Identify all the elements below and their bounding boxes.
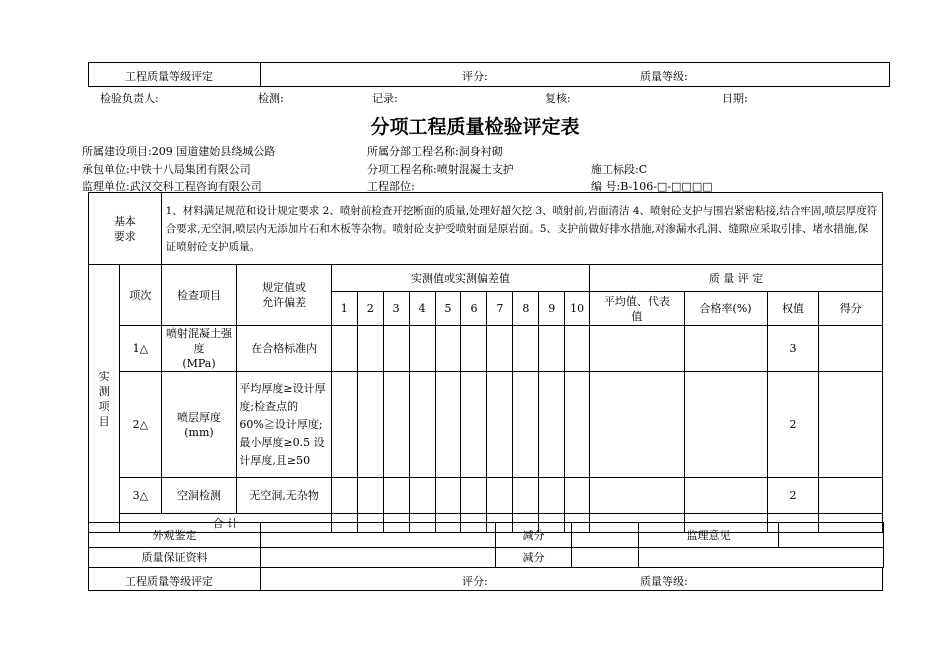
cell[interactable]: [565, 478, 590, 514]
cell[interactable]: [590, 326, 684, 372]
deduction-value[interactable]: [572, 523, 639, 548]
cell[interactable]: [383, 326, 409, 372]
basic-req-text: 1、材料满足规范和设计规定要求 2、喷射前检查开挖断面的质量,处理好超欠挖 3、喷射前,岩面清洁 4、喷射砼支护与围岩紧密粘接,结合牢固,喷层厚度符合要求,无空洞,喷层内无添加片石和木板等杂物。喷射砼支护受喷射面是原岩面。5、支护前做好排水措施,对渗漏水孔洞、缝隙应采取引排、堵水措施,保证喷射砼支护质量。: [161, 193, 882, 265]
cell[interactable]: [513, 326, 539, 372]
deduction2-label: 减分: [496, 548, 572, 568]
table-row: [89, 372, 883, 478]
appearance-value[interactable]: [261, 523, 496, 548]
row-seq: 1△: [120, 326, 162, 372]
col-6: 6: [461, 292, 487, 326]
top-score-label: 评分:: [462, 70, 488, 83]
cell[interactable]: [539, 326, 565, 372]
appearance-label: 外观鉴定: [89, 523, 261, 548]
col-8: 8: [513, 292, 539, 326]
row-weight: 2: [767, 478, 819, 514]
row-seq: 3△: [120, 478, 162, 514]
cell[interactable]: [409, 326, 435, 372]
date-label: 日期:: [722, 92, 748, 105]
code-info: 编 号:B-106-□-□□□□: [591, 180, 713, 193]
supervision-value[interactable]: [779, 523, 884, 548]
cell[interactable]: [684, 478, 767, 514]
col-10: 10: [565, 292, 590, 326]
supervisor-info: 监理单位:武汉交科工程咨询有限公司: [82, 180, 262, 193]
avg-header: 平均值、代表 值: [590, 292, 684, 326]
deduction2-value[interactable]: [572, 548, 639, 568]
row-item: 空洞检测: [161, 478, 237, 514]
col-9: 9: [539, 292, 565, 326]
cell[interactable]: [819, 478, 883, 514]
cell[interactable]: [819, 326, 883, 372]
cell[interactable]: [331, 478, 357, 514]
bottom-rating-divider: [260, 567, 261, 591]
cell[interactable]: [357, 326, 383, 372]
cell[interactable]: [409, 372, 435, 478]
weight-header: 权值: [767, 292, 819, 326]
cell[interactable]: [331, 326, 357, 372]
spec-header: 规定值或 允许偏差: [237, 265, 331, 326]
division-info: 所属分部工程名称:洞身衬砌: [367, 145, 503, 158]
row-weight: 3: [767, 326, 819, 372]
testing-label: 检测:: [258, 92, 284, 105]
cell[interactable]: [487, 478, 513, 514]
table-row: [89, 478, 883, 514]
total-label: 合 计: [120, 514, 332, 533]
col-1: 1: [331, 292, 357, 326]
col-7: 7: [487, 292, 513, 326]
cell[interactable]: [383, 478, 409, 514]
row-spec: 平均厚度≥设计厚度;检查点的60%≧设计厚度;最小厚度≥0.5 设计厚度,且≥50: [237, 372, 331, 478]
review-label: 复核:: [545, 92, 571, 105]
cell[interactable]: [461, 326, 487, 372]
cell[interactable]: [331, 372, 357, 478]
cell[interactable]: [819, 372, 883, 478]
col-2: 2: [357, 292, 383, 326]
measured-header: 实测值或实测偏差值: [331, 265, 589, 292]
project-info: 所属建设项目:209 国道建始县绕城公路: [82, 145, 276, 158]
score-header: 得分: [819, 292, 883, 326]
row-weight: 2: [767, 372, 819, 478]
location-info: 工程部位:: [367, 180, 415, 193]
top-grade-label: 质量等级:: [640, 70, 688, 83]
pass-rate-header: 合格率(%): [684, 292, 767, 326]
top-rating-label: 工程质量等级评定: [125, 70, 213, 83]
page-title: 分项工程质量检验评定表: [370, 116, 580, 138]
section-info: 施工标段:C: [591, 163, 648, 176]
cell[interactable]: [684, 326, 767, 372]
footer-table: [88, 522, 884, 568]
cell[interactable]: [590, 372, 684, 478]
supervision-label: 监理意见: [639, 523, 779, 548]
cell[interactable]: [565, 326, 590, 372]
cell[interactable]: [513, 372, 539, 478]
cell[interactable]: [590, 478, 684, 514]
seq-header: 项次: [120, 265, 162, 326]
contractor-info: 承包单位:中铁十八局集团有限公司: [82, 163, 251, 176]
item-name-info: 分项工程名称:喷射混凝土支护: [367, 163, 514, 176]
inspector-label: 检验负责人:: [100, 92, 159, 105]
col-3: 3: [383, 292, 409, 326]
cell[interactable]: [487, 326, 513, 372]
top-rating-divider: [260, 62, 261, 87]
cell[interactable]: [357, 372, 383, 478]
col-5: 5: [435, 292, 461, 326]
row-spec: 在合格标准内: [237, 326, 331, 372]
cell[interactable]: [435, 478, 461, 514]
cell[interactable]: [461, 478, 487, 514]
cell[interactable]: [409, 478, 435, 514]
table-row: [89, 326, 883, 372]
cell[interactable]: [383, 372, 409, 478]
measured-section-label: 实 测 项 目: [89, 265, 120, 533]
record-label: 记录:: [372, 92, 398, 105]
qa-remark[interactable]: [639, 548, 884, 568]
qa-data-value[interactable]: [261, 548, 496, 568]
cell[interactable]: [487, 372, 513, 478]
qa-data-label: 质量保证资料: [89, 548, 261, 568]
row-spec: 无空洞,无杂物: [237, 478, 331, 514]
cell[interactable]: [539, 478, 565, 514]
deduction-label: 减分: [496, 523, 572, 548]
cell[interactable]: [565, 372, 590, 478]
quality-header: 质 量 评 定: [590, 265, 883, 292]
cell[interactable]: [357, 478, 383, 514]
cell[interactable]: [684, 372, 767, 478]
col-4: 4: [409, 292, 435, 326]
row-item: 喷层厚度 (mm): [161, 372, 237, 478]
cell[interactable]: [435, 326, 461, 372]
row-seq: 2△: [120, 372, 162, 478]
item-header: 检查项目: [161, 265, 237, 326]
row-item: 喷射混凝土强度 (MPa): [161, 326, 237, 372]
basic-req-label: 基本 要求: [89, 193, 162, 265]
cell[interactable]: [513, 478, 539, 514]
bottom-score-label: 评分:: [462, 575, 488, 588]
cell[interactable]: [461, 372, 487, 478]
cell[interactable]: [539, 372, 565, 478]
bottom-grade-label: 质量等级:: [640, 575, 688, 588]
cell[interactable]: [435, 372, 461, 478]
bottom-rating-label: 工程质量等级评定: [125, 575, 213, 588]
inspection-table: [88, 192, 883, 533]
